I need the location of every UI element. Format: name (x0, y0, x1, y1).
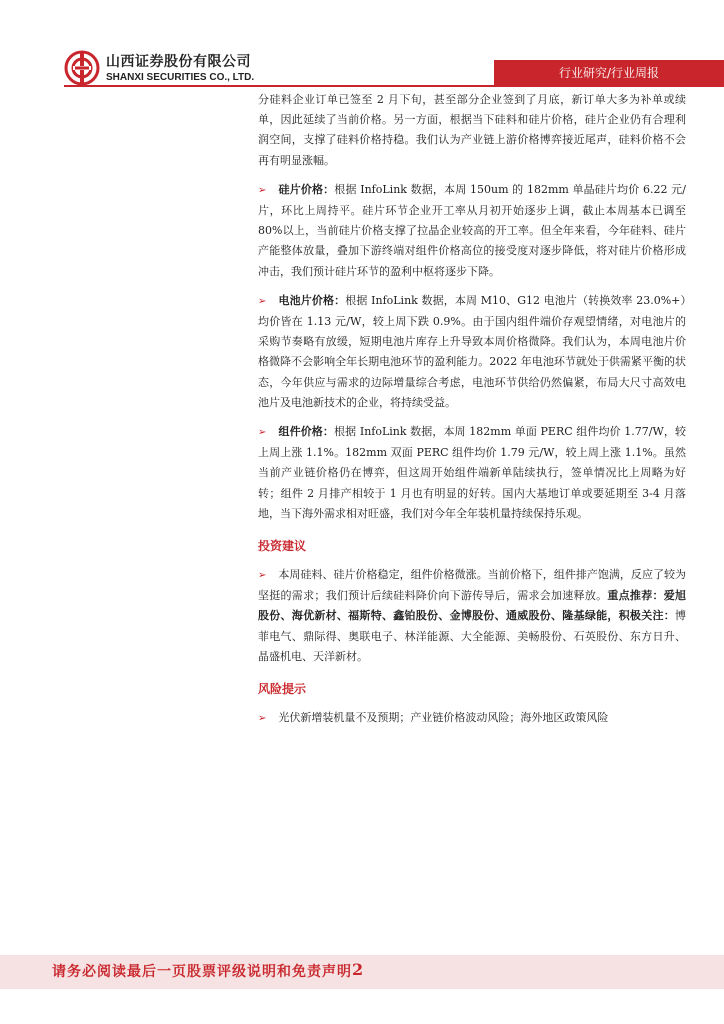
risk-warning-text: 光伏新增装机量不及预期；产业链价格波动风险；海外地区政策风险 (278, 711, 609, 725)
investment-advice-paragraph (258, 565, 686, 667)
footer-disclaimer: 请务必阅读最后一页股票评级说明和免责声明 (52, 964, 352, 980)
risk-warning-heading: 风险提示 (258, 682, 307, 697)
key-recommend-list: 爱旭股份、海优新材、福斯特、鑫铂股份、金博股份、通威股份、隆基绿能， (258, 589, 687, 623)
company-name-en: SHANXI SECURITIES CO., LTD. (106, 71, 255, 83)
cell-price-label: 电池片价格： (278, 293, 346, 307)
risk-warning-paragraph (258, 708, 686, 729)
wafer-price-paragraph (258, 180, 686, 282)
module-price-text: 根据 InfoLink 数据，本周 182mm 单面 PERC 组件均价 1.77/W，较上周上涨 1.1%。182mm 双面 PERC 组件均价 1.79 元/W，较上周上涨 1.1%。虽然当前产业链价格仍在博弈，但这周开始组件端新单陆续执行，签单情况比上周略为好转；组件 2 月排产相较于 1 月也有明显的好转。国内大基地订单或要延期至 3-4 月落地，当下海外需求相对旺盛，我们对今年全年装机量持续保持乐观。 (258, 425, 687, 520)
module-price-paragraph (258, 422, 686, 524)
wafer-price-label: 硅片价格： (278, 182, 335, 196)
investment-advice-text: 本周硅料、硅片价格稳定，组件价格微涨。当前价格下，组件排产饱满，反应了较为坚挺的需求；我们预计后续硅料降价向下游传导后，需求会加速释放。 (258, 568, 686, 603)
report-body (258, 90, 686, 729)
watch-list: 博菲电气、鼎际得、奥联电子、林洋能源、大全能源、美畅股份、石英股份、东方日升、晶盛机电、天洋新材。 (258, 609, 687, 663)
header-divider (64, 85, 724, 87)
investment-advice-heading: 投资建议 (258, 539, 307, 554)
bullet-icon: ➢ (258, 713, 267, 725)
company-name-cn: 山西证券股份有限公司 (106, 53, 251, 70)
report-category: 行业研究/行业周报 (558, 66, 660, 80)
page-number: 2 (352, 960, 364, 979)
key-recommend-label: 重点推荐： (607, 589, 664, 603)
bullet-icon: ➢ (258, 570, 267, 582)
cell-price-paragraph (258, 291, 686, 413)
module-price-label: 组件价格： (278, 425, 335, 439)
bullet-icon: ➢ (258, 427, 267, 439)
bullet-icon: ➢ (258, 184, 267, 196)
watch-label: 积极关注： (618, 609, 676, 623)
silicon-material-paragraph: 分硅料企业订单已签至 2 月下旬，甚至部分企业签到了月底，新订单大多为补单或续单，因此延续了当前价格。另一方面，根据当下硅料和硅片价格，硅片企业仍有合理利润空间，支撑了硅料价格持稳。我们认为产业链上游价格博弈接近尾声，硅料价格不会再有明显涨幅。 (258, 93, 686, 167)
shanxi-securities-logo-icon (64, 50, 100, 86)
company-logo (64, 50, 254, 86)
cell-price-text: 根据 InfoLink 数据，本周 M10、G12 电池片（转换效率 23.0%+）均价皆在 1.13 元/W，较上周下跌 0.9%。由于国内组件端价存观望情绪，对电池片的采购节奏略有放缓，短期电池片库存上升导致本周价格微降。我们认为，本周电池片价格微降不会影响全年长期电池环节的盈利能力。2022 年电池环节就处于供需紧平衡的状态，今年供应与需求的边际增量综合考虑，电池环节供给仍然偏紧，布局大尺寸高效电池片及电池新技术的企业，将持续受益。 (258, 293, 687, 409)
wafer-price-text: 根据 InfoLink 数据，本周 150um 的 182mm 单晶硅片均价 6.22 元/片，环比上周持平。硅片环节企业开工率从月初开始逐步上调，截止本周基本已调至 80%以上，当前硅片价格支撑了拉晶企业较高的开工率。但全年来看，今年硅料、硅片产能整体放量，叠加下游终端对组件价格高位的接受度对逐步降低，将对硅片价格形成冲击，我们预计硅片环节的盈利中枢将逐步下降。 (258, 182, 687, 278)
report-category-banner (494, 60, 724, 85)
bullet-icon: ➢ (258, 295, 267, 307)
